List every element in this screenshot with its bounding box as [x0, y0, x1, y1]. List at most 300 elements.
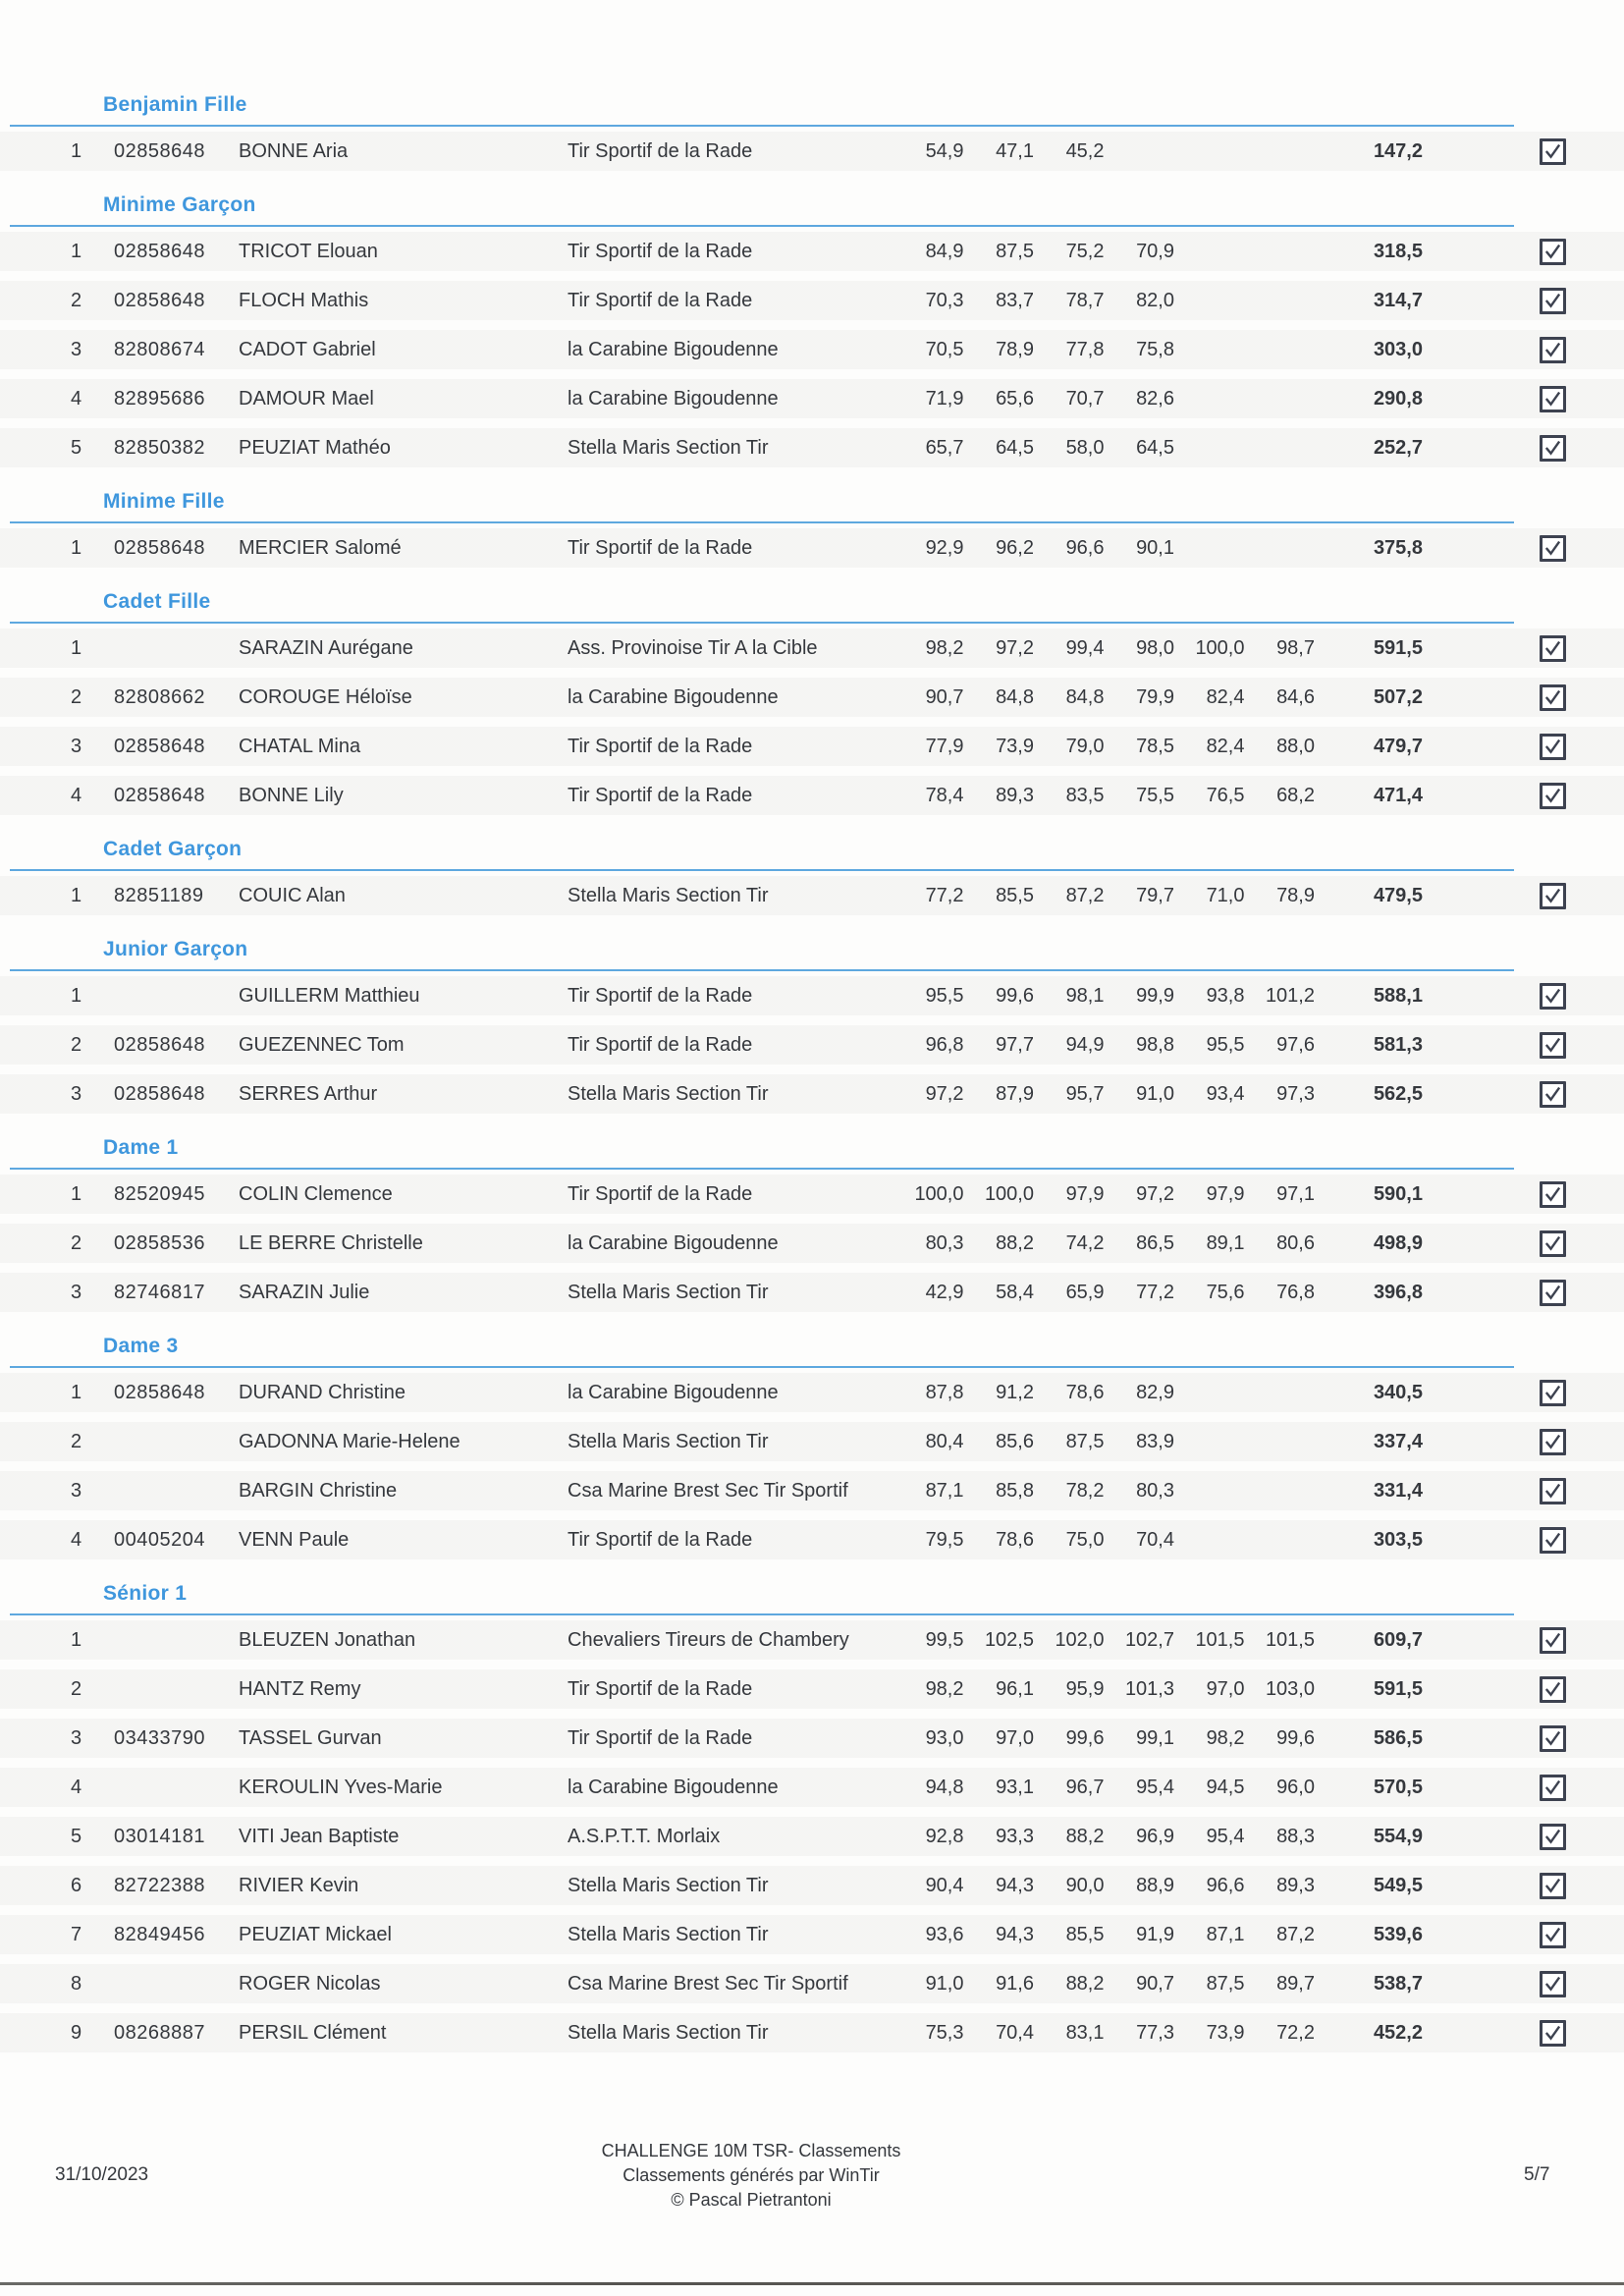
checkbox-checked-icon[interactable] — [1540, 983, 1566, 1010]
score-cell-3: 95,7 — [1065, 1082, 1105, 1105]
club-cell: Csa Marine Brest Sec Tir Sportif — [568, 1972, 848, 1995]
checkbox-checked-icon[interactable] — [1540, 1527, 1566, 1554]
score-cell-2: 99,6 — [996, 984, 1034, 1007]
score-cell-5: 96,6 — [1206, 1874, 1245, 1896]
score-cell-6: 98,7 — [1276, 636, 1315, 659]
club-cell: Stella Maris Section Tir — [568, 2021, 769, 2044]
rank-cell: 3 — [71, 1726, 82, 1749]
license-cell: 08268887 — [114, 2021, 205, 2044]
score-cell-1: 97,2 — [925, 1082, 964, 1105]
score-cell-2: 97,7 — [996, 1033, 1034, 1056]
rank-cell: 2 — [71, 1033, 82, 1056]
score-cell-4: 79,9 — [1136, 685, 1174, 708]
result-row — [0, 1515, 1624, 1564]
score-cell-3: 88,2 — [1065, 1825, 1105, 1847]
shooter-name-cell: BONNE Aria — [239, 139, 349, 162]
result-row — [0, 871, 1624, 920]
checkbox-checked-icon[interactable] — [1540, 239, 1566, 265]
score-cell-1: 79,5 — [925, 1528, 964, 1551]
category-rows — [0, 624, 1624, 820]
checkbox-checked-icon[interactable] — [1540, 1380, 1566, 1406]
checkbox-checked-icon[interactable] — [1540, 1627, 1566, 1654]
category-title: Dame 3 — [103, 1335, 179, 1357]
rank-cell: 1 — [71, 1381, 82, 1403]
score-cell-2: 84,8 — [996, 685, 1034, 708]
checkbox-checked-icon[interactable] — [1540, 783, 1566, 809]
shooter-name-cell: KEROULIN Yves-Marie — [239, 1776, 443, 1798]
total-cell: 549,5 — [1373, 1874, 1423, 1896]
license-cell: 82808674 — [114, 338, 205, 360]
shooter-name-cell: SERRES Arthur — [239, 1082, 378, 1105]
club-cell: Tir Sportif de la Rade — [568, 1726, 753, 1749]
score-cell-6: 88,0 — [1276, 735, 1315, 757]
rank-cell: 2 — [71, 1430, 82, 1452]
score-cell-6: 68,2 — [1276, 784, 1315, 806]
rank-cell: 3 — [71, 1479, 82, 1502]
checkbox-checked-icon[interactable] — [1540, 684, 1566, 711]
score-cell-3: 74,2 — [1065, 1231, 1105, 1254]
score-cell-4: 96,9 — [1136, 1825, 1174, 1847]
checkbox-checked-icon[interactable] — [1540, 1181, 1566, 1208]
score-cell-4: 101,3 — [1124, 1677, 1174, 1700]
score-cell-4: 88,9 — [1136, 1874, 1174, 1896]
score-cell-5: 82,4 — [1206, 735, 1245, 757]
score-cell-4: 70,9 — [1136, 240, 1174, 262]
result-row — [0, 1714, 1624, 1763]
result-row — [0, 127, 1624, 176]
total-cell: 303,5 — [1373, 1528, 1423, 1551]
score-cell-1: 80,3 — [925, 1231, 964, 1254]
score-cell-3: 94,9 — [1065, 1033, 1105, 1056]
score-cell-1: 90,7 — [925, 685, 964, 708]
club-cell: Tir Sportif de la Rade — [568, 1528, 753, 1551]
score-cell-2: 94,3 — [996, 1923, 1034, 1945]
checkbox-checked-icon[interactable] — [1540, 535, 1566, 562]
score-cell-1: 78,4 — [925, 784, 964, 806]
result-row — [0, 1219, 1624, 1268]
rank-cell: 1 — [71, 984, 82, 1007]
section-divider — [10, 869, 1514, 871]
category-title: Junior Garçon — [103, 938, 248, 960]
club-cell: Tir Sportif de la Rade — [568, 289, 753, 311]
club-cell: Ass. Provinoise Tir A la Cible — [568, 636, 818, 659]
section-divider — [10, 969, 1514, 971]
page-bottom-edge — [0, 2282, 1624, 2285]
shooter-name-cell: VENN Paule — [239, 1528, 350, 1551]
checkbox-checked-icon[interactable] — [1540, 1971, 1566, 1997]
category-title: Cadet Fille — [103, 590, 211, 613]
result-row — [0, 1861, 1624, 1910]
checkbox-checked-icon[interactable] — [1540, 288, 1566, 314]
score-cell-2: 78,9 — [996, 338, 1034, 360]
checkbox-checked-icon[interactable] — [1540, 2020, 1566, 2047]
club-cell: la Carabine Bigoudenne — [568, 387, 779, 410]
score-cell-5: 95,4 — [1206, 1825, 1245, 1847]
checkbox-checked-icon[interactable] — [1540, 386, 1566, 412]
score-cell-4: 77,2 — [1136, 1281, 1174, 1303]
rank-cell: 3 — [71, 735, 82, 757]
score-cell-4: 64,5 — [1136, 436, 1174, 459]
result-row — [0, 971, 1624, 1020]
checkbox-checked-icon[interactable] — [1540, 883, 1566, 909]
score-cell-1: 94,8 — [925, 1776, 964, 1798]
score-cell-3: 58,0 — [1065, 436, 1105, 459]
score-cell-1: 92,8 — [925, 1825, 964, 1847]
score-cell-3: 83,5 — [1065, 784, 1105, 806]
score-cell-3: 77,8 — [1065, 338, 1105, 360]
checkbox-checked-icon[interactable] — [1540, 1032, 1566, 1059]
score-cell-1: 70,5 — [925, 338, 964, 360]
result-row — [0, 1417, 1624, 1466]
score-cell-1: 77,2 — [925, 884, 964, 906]
score-cell-4: 99,9 — [1136, 984, 1174, 1007]
score-cell-6: 89,3 — [1276, 1874, 1315, 1896]
score-cell-6: 84,6 — [1276, 685, 1315, 708]
score-cell-2: 85,8 — [996, 1479, 1034, 1502]
score-cell-1: 90,4 — [925, 1874, 964, 1896]
total-cell: 337,4 — [1373, 1430, 1423, 1452]
generator-note: Classements générés par WinTir — [623, 2165, 880, 2185]
total-cell: 252,7 — [1373, 436, 1423, 459]
category-title: Dame 1 — [103, 1136, 179, 1159]
score-cell-1: 87,1 — [925, 1479, 964, 1502]
total-cell: 591,5 — [1373, 1677, 1423, 1700]
score-cell-1: 95,5 — [925, 984, 964, 1007]
score-cell-2: 65,6 — [996, 387, 1034, 410]
result-row — [0, 1170, 1624, 1219]
score-cell-6: 88,3 — [1276, 1825, 1315, 1847]
score-cell-6: 97,3 — [1276, 1082, 1315, 1105]
score-cell-1: 91,0 — [925, 1972, 964, 1995]
score-cell-2: 64,5 — [996, 436, 1034, 459]
section-divider — [10, 1613, 1514, 1615]
score-cell-2: 93,1 — [996, 1776, 1034, 1798]
category-title: Minime Fille — [103, 490, 225, 513]
category-section — [0, 1335, 1624, 1564]
score-cell-1: 92,9 — [925, 536, 964, 559]
club-cell: Tir Sportif de la Rade — [568, 1677, 753, 1700]
license-cell: 02858648 — [114, 1082, 205, 1105]
score-cell-2: 83,7 — [996, 289, 1034, 311]
shooter-name-cell: VITI Jean Baptiste — [239, 1825, 400, 1847]
shooter-name-cell: LE BERRE Christelle — [239, 1231, 423, 1254]
score-cell-6: 96,0 — [1276, 1776, 1315, 1798]
category-rows — [0, 1170, 1624, 1317]
category-rows — [0, 1368, 1624, 1564]
score-cell-2: 85,6 — [996, 1430, 1034, 1452]
result-row — [0, 325, 1624, 374]
rank-cell: 9 — [71, 2021, 82, 2044]
score-cell-6: 99,6 — [1276, 1726, 1315, 1749]
total-cell: 562,5 — [1373, 1082, 1423, 1105]
category-rows — [0, 227, 1624, 472]
score-cell-3: 75,0 — [1065, 1528, 1105, 1551]
club-cell: Stella Maris Section Tir — [568, 1874, 769, 1896]
shooter-name-cell: PEUZIAT Mathéo — [239, 436, 391, 459]
result-row — [0, 1268, 1624, 1317]
score-cell-5: 82,4 — [1206, 685, 1245, 708]
score-cell-5: 97,9 — [1206, 1182, 1245, 1205]
score-cell-2: 87,9 — [996, 1082, 1034, 1105]
shooter-name-cell: COUIC Alan — [239, 884, 346, 906]
score-cell-5: 101,5 — [1195, 1628, 1245, 1651]
license-cell: 02858648 — [114, 735, 205, 757]
score-cell-1: 93,6 — [925, 1923, 964, 1945]
checkbox-checked-icon[interactable] — [1540, 635, 1566, 662]
shooter-name-cell: ROGER Nicolas — [239, 1972, 381, 1995]
license-cell: 02858648 — [114, 139, 205, 162]
total-cell: 318,5 — [1373, 240, 1423, 262]
result-row — [0, 722, 1624, 771]
score-cell-2: 73,9 — [996, 735, 1034, 757]
score-cell-2: 91,2 — [996, 1381, 1034, 1403]
score-cell-3: 78,6 — [1065, 1381, 1105, 1403]
total-cell: 303,0 — [1373, 338, 1423, 360]
score-cell-2: 100,0 — [984, 1182, 1034, 1205]
score-cell-2: 94,3 — [996, 1874, 1034, 1896]
shooter-name-cell: CHATAL Mina — [239, 735, 361, 757]
score-cell-4: 75,5 — [1136, 784, 1174, 806]
score-cell-3: 84,8 — [1065, 685, 1105, 708]
category-section — [0, 938, 1624, 1119]
club-cell: A.S.P.T.T. Morlaix — [568, 1825, 721, 1847]
score-cell-4: 99,1 — [1136, 1726, 1174, 1749]
score-cell-3: 78,2 — [1065, 1479, 1105, 1502]
score-cell-3: 99,4 — [1065, 636, 1105, 659]
checkbox-checked-icon[interactable] — [1540, 337, 1566, 363]
total-cell: 507,2 — [1373, 685, 1423, 708]
score-cell-2: 88,2 — [996, 1231, 1034, 1254]
shooter-name-cell: DURAND Christine — [239, 1381, 406, 1403]
score-cell-3: 96,6 — [1065, 536, 1105, 559]
checkbox-checked-icon[interactable] — [1540, 1922, 1566, 1948]
score-cell-4: 90,1 — [1136, 536, 1174, 559]
score-cell-3: 65,9 — [1065, 1281, 1105, 1303]
score-cell-1: 96,8 — [925, 1033, 964, 1056]
score-cell-3: 79,0 — [1065, 735, 1105, 757]
score-cell-6: 103,0 — [1265, 1677, 1315, 1700]
club-cell: Stella Maris Section Tir — [568, 1923, 769, 1945]
score-cell-2: 102,5 — [984, 1628, 1034, 1651]
result-row — [0, 1763, 1624, 1812]
license-cell: 82851189 — [114, 884, 204, 906]
license-cell: 00405204 — [114, 1528, 205, 1551]
rank-cell: 4 — [71, 1776, 82, 1798]
shooter-name-cell: SARAZIN Julie — [239, 1281, 370, 1303]
checkbox-checked-icon[interactable] — [1540, 435, 1566, 462]
total-cell: 479,7 — [1373, 735, 1423, 757]
category-rows — [0, 523, 1624, 573]
club-cell: la Carabine Bigoudenne — [568, 1231, 779, 1254]
category-title: Cadet Garçon — [103, 838, 243, 860]
score-cell-4: 91,9 — [1136, 1923, 1174, 1945]
score-cell-1: 84,9 — [925, 240, 964, 262]
license-cell: 02858648 — [114, 784, 205, 806]
checkbox-checked-icon[interactable] — [1540, 1873, 1566, 1899]
score-cell-3: 87,5 — [1065, 1430, 1105, 1452]
rank-cell: 1 — [71, 139, 82, 162]
rank-cell: 2 — [71, 685, 82, 708]
score-cell-2: 96,2 — [996, 536, 1034, 559]
shooter-name-cell: RIVIER Kevin — [239, 1874, 359, 1896]
score-cell-3: 70,7 — [1065, 387, 1105, 410]
category-rows — [0, 971, 1624, 1119]
checkbox-checked-icon[interactable] — [1540, 1230, 1566, 1257]
club-cell: Stella Maris Section Tir — [568, 1082, 769, 1105]
club-cell: Csa Marine Brest Sec Tir Sportif — [568, 1479, 848, 1502]
score-cell-1: 87,8 — [925, 1381, 964, 1403]
score-cell-4: 82,6 — [1136, 387, 1174, 410]
rank-cell: 3 — [71, 338, 82, 360]
score-cell-4: 82,0 — [1136, 289, 1174, 311]
shooter-name-cell: GUILLERM Matthieu — [239, 984, 420, 1007]
score-cell-3: 99,6 — [1065, 1726, 1105, 1749]
score-cell-5: 95,5 — [1206, 1033, 1245, 1056]
club-cell: la Carabine Bigoudenne — [568, 1776, 779, 1798]
license-cell: 02858648 — [114, 289, 205, 311]
category-section — [0, 193, 1624, 472]
rank-cell: 1 — [71, 636, 82, 659]
score-cell-1: 42,9 — [925, 1281, 964, 1303]
shooter-name-cell: SARAZIN Aurégane — [239, 636, 413, 659]
score-cell-4: 98,0 — [1136, 636, 1174, 659]
score-cell-4: 83,9 — [1136, 1430, 1174, 1452]
license-cell: 82895686 — [114, 387, 205, 410]
shooter-name-cell: MERCIER Salomé — [239, 536, 402, 559]
total-cell: 570,5 — [1373, 1776, 1423, 1798]
rank-cell: 2 — [71, 1677, 82, 1700]
score-cell-3: 97,9 — [1065, 1182, 1105, 1205]
category-section — [0, 93, 1624, 176]
shooter-name-cell: BARGIN Christine — [239, 1479, 398, 1502]
score-cell-2: 70,4 — [996, 2021, 1034, 2044]
score-cell-6: 78,9 — [1276, 884, 1315, 906]
license-cell: 82520945 — [114, 1182, 205, 1205]
total-cell: 609,7 — [1373, 1628, 1423, 1651]
checkbox-checked-icon[interactable] — [1540, 1824, 1566, 1850]
rank-cell: 1 — [71, 884, 82, 906]
shooter-name-cell: CADOT Gabriel — [239, 338, 376, 360]
category-section — [0, 1136, 1624, 1317]
copyright-note: © Pascal Pietrantoni — [671, 2190, 832, 2210]
category-rows — [0, 871, 1624, 920]
checkbox-checked-icon[interactable] — [1540, 1429, 1566, 1455]
score-cell-5: 89,1 — [1206, 1231, 1245, 1254]
checkbox-checked-icon[interactable] — [1540, 1676, 1566, 1703]
score-cell-3: 83,1 — [1065, 2021, 1105, 2044]
rank-cell: 2 — [71, 289, 82, 311]
rank-cell: 2 — [71, 1231, 82, 1254]
category-title: Minime Garçon — [103, 193, 256, 216]
checkbox-checked-icon[interactable] — [1540, 1280, 1566, 1306]
total-cell: 586,5 — [1373, 1726, 1423, 1749]
category-section — [0, 490, 1624, 573]
license-cell: 82746817 — [114, 1281, 205, 1303]
score-cell-6: 80,6 — [1276, 1231, 1315, 1254]
category-rows — [0, 127, 1624, 176]
total-cell: 538,7 — [1373, 1972, 1423, 1995]
score-cell-1: 93,0 — [925, 1726, 964, 1749]
shooter-name-cell: GADONNA Marie-Helene — [239, 1430, 460, 1452]
section-divider — [10, 1168, 1514, 1170]
score-cell-1: 54,9 — [925, 139, 964, 162]
section-divider — [10, 225, 1514, 227]
checkbox-checked-icon[interactable] — [1540, 734, 1566, 760]
score-cell-6: 97,6 — [1276, 1033, 1315, 1056]
result-row — [0, 2008, 1624, 2057]
score-cell-2: 58,4 — [996, 1281, 1034, 1303]
result-row — [0, 1615, 1624, 1665]
checkbox-checked-icon[interactable] — [1540, 1478, 1566, 1504]
checkbox-checked-icon[interactable] — [1540, 1081, 1566, 1108]
score-cell-3: 95,9 — [1065, 1677, 1105, 1700]
result-row — [0, 771, 1624, 820]
score-cell-3: 88,2 — [1065, 1972, 1105, 1995]
score-cell-1: 75,3 — [925, 2021, 964, 2044]
section-divider — [10, 1366, 1514, 1368]
score-cell-3: 102,0 — [1055, 1628, 1105, 1651]
rank-cell: 4 — [71, 784, 82, 806]
total-cell: 375,8 — [1373, 536, 1423, 559]
shooter-name-cell: PEUZIAT Mickael — [239, 1923, 392, 1945]
result-row — [0, 1466, 1624, 1515]
rank-cell: 1 — [71, 240, 82, 262]
checkbox-checked-icon[interactable] — [1540, 1775, 1566, 1801]
score-cell-1: 77,9 — [925, 735, 964, 757]
shooter-name-cell: COROUGE Héloïse — [239, 685, 412, 708]
result-row — [0, 1910, 1624, 1959]
total-cell: 539,6 — [1373, 1923, 1423, 1945]
club-cell: Stella Maris Section Tir — [568, 436, 769, 459]
checkbox-checked-icon[interactable] — [1540, 1725, 1566, 1752]
score-cell-5: 76,5 — [1206, 784, 1245, 806]
footer-page-number: 5/7 — [1524, 2164, 1550, 2185]
total-cell: 147,2 — [1373, 139, 1423, 162]
score-cell-6: 72,2 — [1276, 2021, 1315, 2044]
rank-cell: 8 — [71, 1972, 82, 1995]
score-cell-5: 87,5 — [1206, 1972, 1245, 1995]
result-row — [0, 523, 1624, 573]
total-cell: 590,1 — [1373, 1182, 1423, 1205]
score-cell-1: 80,4 — [925, 1430, 964, 1452]
checkbox-checked-icon[interactable] — [1540, 138, 1566, 165]
footer-center — [0, 2139, 1502, 2213]
score-cell-5: 73,9 — [1206, 2021, 1245, 2044]
rank-cell: 5 — [71, 436, 82, 459]
shooter-name-cell: FLOCH Mathis — [239, 289, 369, 311]
rank-cell: 3 — [71, 1281, 82, 1303]
shooter-name-cell: COLIN Clemence — [239, 1182, 393, 1205]
score-cell-4: 79,7 — [1136, 884, 1174, 906]
category-section — [0, 838, 1624, 920]
score-cell-5: 93,8 — [1206, 984, 1245, 1007]
result-row — [0, 624, 1624, 673]
score-cell-6: 76,8 — [1276, 1281, 1315, 1303]
score-cell-1: 98,2 — [925, 636, 964, 659]
total-cell: 331,4 — [1373, 1479, 1423, 1502]
shooter-name-cell: HANTZ Remy — [239, 1677, 361, 1700]
result-row — [0, 1069, 1624, 1119]
score-cell-4: 95,4 — [1136, 1776, 1174, 1798]
total-cell: 471,4 — [1373, 784, 1423, 806]
total-cell: 554,9 — [1373, 1825, 1423, 1847]
result-row — [0, 276, 1624, 325]
section-divider — [10, 622, 1514, 624]
score-cell-2: 93,3 — [996, 1825, 1034, 1847]
license-cell: 03433790 — [114, 1726, 205, 1749]
shooter-name-cell: DAMOUR Mael — [239, 387, 374, 410]
club-cell: Tir Sportif de la Rade — [568, 1182, 753, 1205]
